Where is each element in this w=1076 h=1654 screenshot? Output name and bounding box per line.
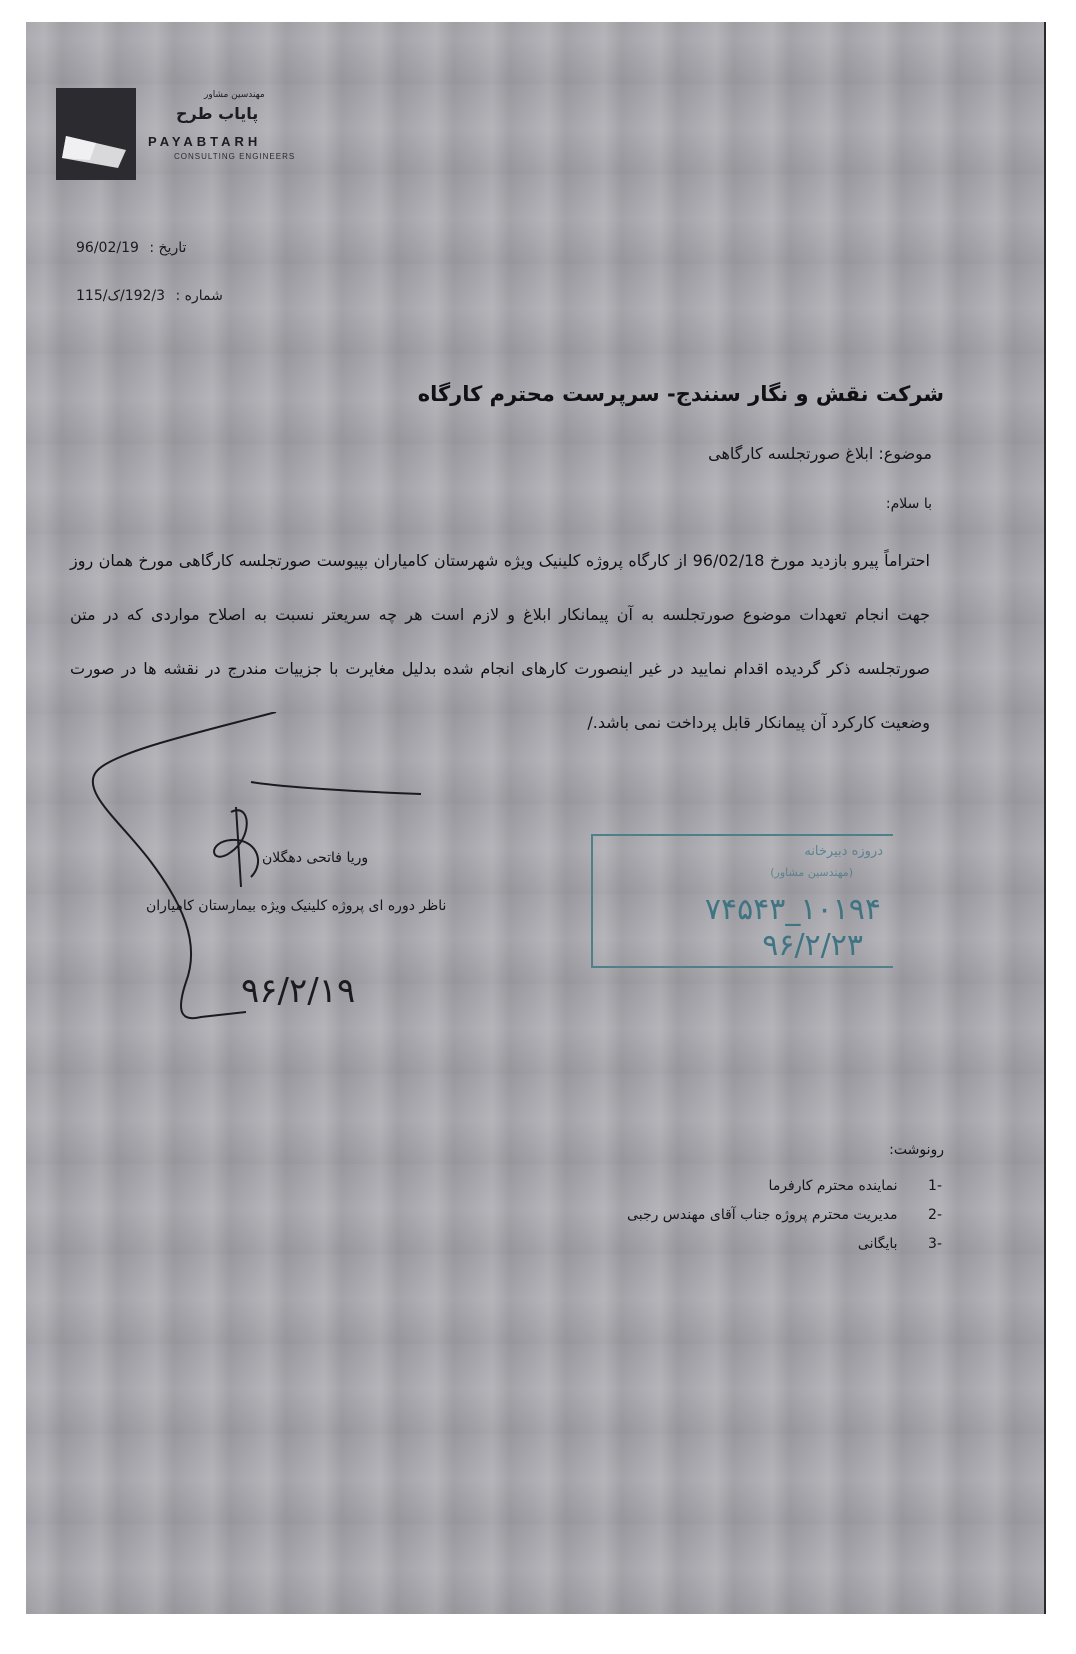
signer-role: ناظر دوره ای پروژه کلینیک ویژه بیمارستان کامیاران [146, 898, 447, 914]
logo-mark-icon [56, 88, 136, 180]
stamp-header: دروزه دبیرخانه [804, 844, 883, 859]
cc-item-number: -2 [928, 1207, 942, 1223]
list-item [627, 1178, 942, 1207]
date-field [76, 240, 276, 256]
cc-item-text: مدیریت محترم پروژه جناب آقای مهندس رجبی [627, 1207, 898, 1223]
number-field [76, 288, 276, 304]
cc-item-number: -3 [928, 1236, 942, 1252]
signer-name: وریا فاتحی دهگلان [262, 850, 369, 866]
stamp-date: ۹۶/۲/۲۳ [762, 928, 863, 963]
date-value: 96/02/19 [76, 240, 139, 256]
cc-item-text: بایگانی [857, 1236, 898, 1252]
stamp-subheader: (مهندسین مشاور) [770, 866, 853, 879]
date-label: تاریخ : [149, 240, 187, 256]
letter-body: احتراماً پیرو بازدید مورخ 96/02/18 از کارگاه پروژه کلینیک ویژه شهرستان کامیاران بپیوست صورتجلسه کارگاهی مورخ همان روز جهت انجام تعهدات موضوع صورتجلسه به آن پیمانکار ابلاغ و لازم است هر چه سریعتر نسبت به اصلاح مواردی که در متن صورتجلسه ذکر گردیده اقدام نمایید در غیر اینصورت کارهای انجام شده بدلیل مغایرت با جزییات مندرج در نقشه ها در صورت وضعیت کارکرد آن پیمانکار قابل پرداخت نمی باشد./ [70, 551, 931, 732]
handwritten-date: ۹۶/۲/۱۹ [241, 971, 356, 1011]
receipt-stamp [591, 834, 893, 968]
logo-en-subtitle: CONSULTING ENGINEERS [174, 152, 296, 161]
logo-en-name: PAYABTARH [148, 134, 262, 149]
recipient-heading: شرکت نقش و نگار سنندج- سرپرست محترم کارگاه [417, 382, 944, 406]
cc-item-text: نماینده محترم کارفرما [768, 1178, 898, 1194]
list-item [627, 1236, 942, 1265]
handwritten-signature [81, 712, 441, 1042]
stamp-number: ۱۰۱۹۴_۷۴۵۴۳ [704, 892, 881, 927]
number-label: شماره : [175, 288, 223, 304]
number-value: 192/3/ک/115 [76, 288, 166, 304]
cc-item-number: -1 [928, 1178, 942, 1194]
letter-page [26, 22, 1046, 1614]
greeting: با سلام: [885, 496, 932, 512]
logo-fa-name: پایاب طرح [176, 104, 259, 123]
company-logo [56, 88, 316, 188]
cc-list [627, 1178, 942, 1265]
subject-line: موضوع: ابلاغ صورتجلسه کارگاهی [708, 444, 932, 463]
cc-heading: رونوشت: [889, 1142, 944, 1158]
logo-fa-subtitle: مهندسین مشاور [204, 90, 265, 100]
list-item [627, 1207, 942, 1236]
